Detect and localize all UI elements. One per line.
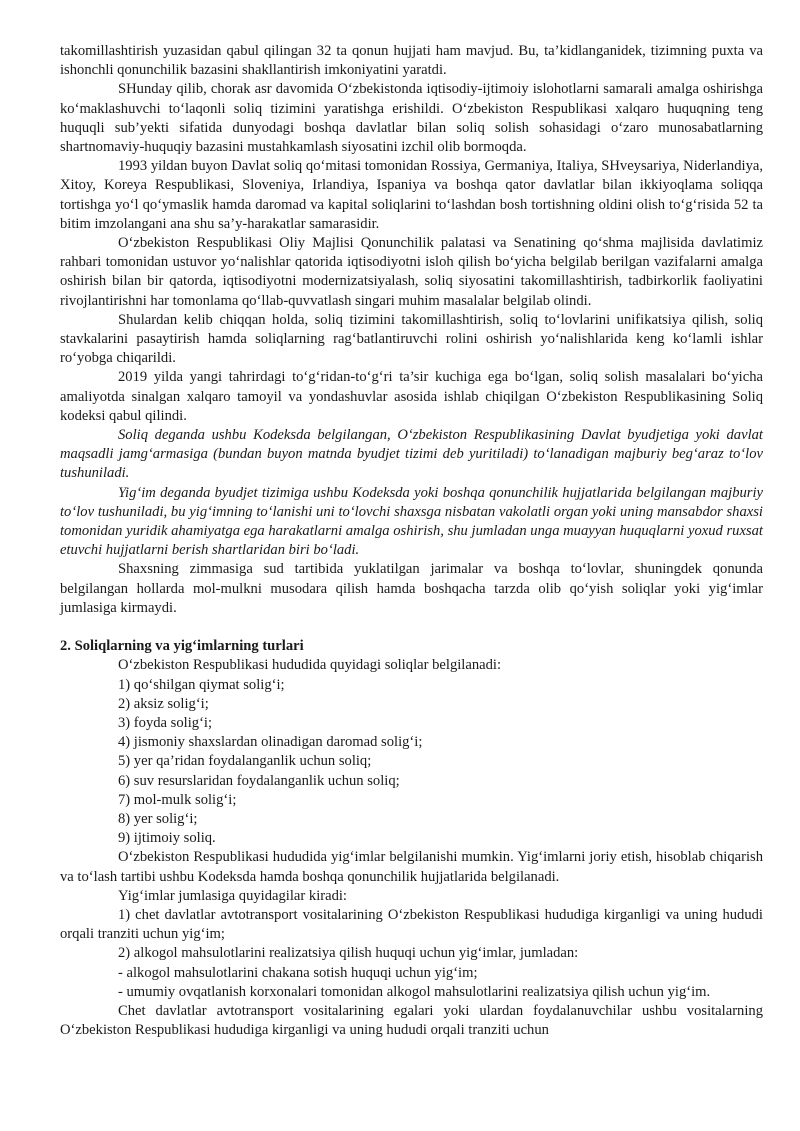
paragraph: 1993 yildan buyon Davlat soliq qo‘mitasi tomonidan Rossiya, Germaniya, Italiya, SHveysariya, Niderlandiya, Xitoy, Koreya Respublikasi, Sloveniya, Irlandiya, Ispaniya va boshqa qator davlatlar bilan ikkiyoqlama soliqqa tortishga yo‘l qo‘ymaslik hamda daromad va kapital soliqlarini to‘lashdan bosh tortishning oldini olish to‘g‘risida 52 ta bitim imzolangani ana shu sa’y-harakatlar samarasidir. — [60, 158, 763, 232]
paragraph: Yig‘imlar jumlasiga quyidagilar kiradi: — [118, 887, 347, 904]
paragraph: SHunday qilib, chorak asr davomida O‘zbekistonda iqtisodiy-ijtimoiy islohotlarni samarali amalga oshirishga ko‘maklashuvchi to‘laqonli soliq tizimini yaratishga erishildi. O‘zbekiston Respublikasi xalqaro huquqning teng huquqli sub’yekti sifatida dunyodagi boshqa davlatlar bilan soliq solish sohasidagi o‘zaro munosabatlarning shartnomaviy-huquqiy bazasini mustahkamlash siyosatini izchil olib bormoqda. — [60, 81, 763, 156]
section-heading: 2. Soliqlarning va yig‘imlarning turlari — [60, 638, 304, 655]
list-item: 4) jismoniy shaxslardan olinadigan daromad solig‘i; — [118, 734, 423, 751]
list-item: 1) qo‘shilgan qiymat solig‘i; — [118, 676, 285, 693]
list-item: 9) ijtimoiy soliq. — [118, 830, 216, 847]
list-item: 6) suv resurslaridan foydalanganlik uchun soliq; — [118, 772, 400, 789]
paragraph: - alkogol mahsulotlarini chakana sotish huquqi uchun yig‘im; — [118, 964, 478, 981]
definition-yigim: Yig‘im deganda byudjet tizimiga ushbu Kodeksda yoki boshqa qonunchilik hujjatlarida belgilangan majburiy to‘lov tushuniladi, bu yig‘imning to‘lanishi uni to‘lovchi shaxsga nisbatan vakolatli organ yoki uning mansabdor shaxsi tomonidan yuridik ahamiyatga ega harakatlarni amalga oshirish, shu jumladan unga muayyan huquqlarni yoxud ruxsat etuvchi hujjatlarni berish shartlaridan biri bo‘ladi. — [60, 484, 763, 559]
definition-soliq: Soliq deganda ushbu Kodeksda belgilangan, O‘zbekiston Respublikasining Davlat byudjetiga yoki davlat maqsadli jamg‘armasiga (bundan buyon matnda byudjet tizimi deb yuritiladi) to‘lanadigan majburiy beg‘araz to‘lov tushuniladi. — [60, 427, 763, 482]
spacer — [60, 618, 763, 637]
paragraph: 2019 yilda yangi tahrirdagi to‘g‘ridan-to‘g‘ri ta’sir kuchiga ega bo‘lgan, soliq solish masalalari bo‘yicha amaliyotda sinalgan xalqaro tamoyil va yondashuvlar asosida ishlab chiqilgan O‘zbekiston Respublikasining Soliq kodeksi qabul qilindi. — [60, 369, 763, 424]
paragraph: Shaxsning zimmasiga sud tartibida yuklatilgan jarimalar va boshqa to‘lovlar, shuningdek qonunda belgilangan hollarda mol-mulkni musodara qilish hamda boshqacha tarzda olib qo‘yish soliqlar yoki yig‘imlar jumlasiga kirmaydi. — [60, 561, 763, 616]
list-item: 5) yer qa’ridan foydalanganlik uchun soliq; — [118, 753, 372, 770]
list-item: 2) aksiz solig‘i; — [118, 695, 209, 712]
paragraph: Shulardan kelib chiqqan holda, soliq tizimini takomillashtirish, soliq to‘lovlarini unifikatsiya qilish, soliq stavkalarini pasaytirish hamda soliqlarning rag‘batlantiruvchi rolini oshirish yo‘nalishlarida keng ko‘lamli ishlar ro‘yobga chiqarildi. — [60, 311, 763, 367]
paragraph: 2) alkogol mahsulotlarini realizatsiya qilish huquqi uchun yig‘imlar, jumladan: — [118, 945, 579, 962]
paragraph: O‘zbekiston Respublikasi hududida yig‘imlar belgilanishi mumkin. Yig‘imlarni joriy etish, hisoblab chiqarish va to‘lash tartibi ushbu Kodeksda hamda boshqa qonunchilik hujjatlarida belgilanadi. — [60, 849, 763, 885]
tax-list — [60, 676, 763, 849]
paragraph: O‘zbekiston Respublikasi hududida quyidagi soliqlar belgilanadi: — [118, 657, 502, 674]
list-item: 8) yer solig‘i; — [118, 810, 198, 827]
paragraph: O‘zbekiston Respublikasi Oliy Majlisi Qonunchilik palatasi va Senatining qo‘shma majlisida davlatimiz rahbari tomonidan ustuvor yo‘nalishlar qatorida iqtisodiyotni isloh qilish bo‘yicha belgilab berilgan vazifalarni amalga oshirish bilan bir qatorda, iqtisodiyotni modernizatsiyalash, soliq siyosatini takomillashtirish, tadbirkorlik faoliyatini rivojlantirishni har tomonlama qo‘llab-quvvatlash singari muhim masalalar belgilab olindi. — [60, 235, 763, 309]
list-item: 3) foyda solig‘i; — [118, 714, 213, 731]
paragraph: takomillashtirish yuzasidan qabul qilingan 32 ta qonun hujjati ham mavjud. Bu, ta’kidlanganidek, tizimning puxta va ishonchli qonunchilik bazasini shakllantirish imkoniyatini yaratdi. — [60, 43, 763, 79]
paragraph: - umumiy ovqatlanish korxonalari tomonidan alkogol mahsulotlarini realizatsiya qilish uchun yig‘im. — [118, 983, 711, 1000]
paragraph: 1) chet davlatlar avtotransport vositalarining O‘zbekiston Respublikasi hududiga kirganligi va uning hududi orqali tranziti uchun yig‘im; — [60, 906, 763, 943]
paragraph: Chet davlatlar avtotransport vositalarining egalari yoki ulardan foydalanuvchilar ushbu vositalarning O‘zbekiston Respublikasi hududiga kirganligi va uning hududi orqali tranziti uchun — [60, 1002, 763, 1039]
list-item: 7) mol-mulk solig‘i; — [118, 791, 237, 808]
